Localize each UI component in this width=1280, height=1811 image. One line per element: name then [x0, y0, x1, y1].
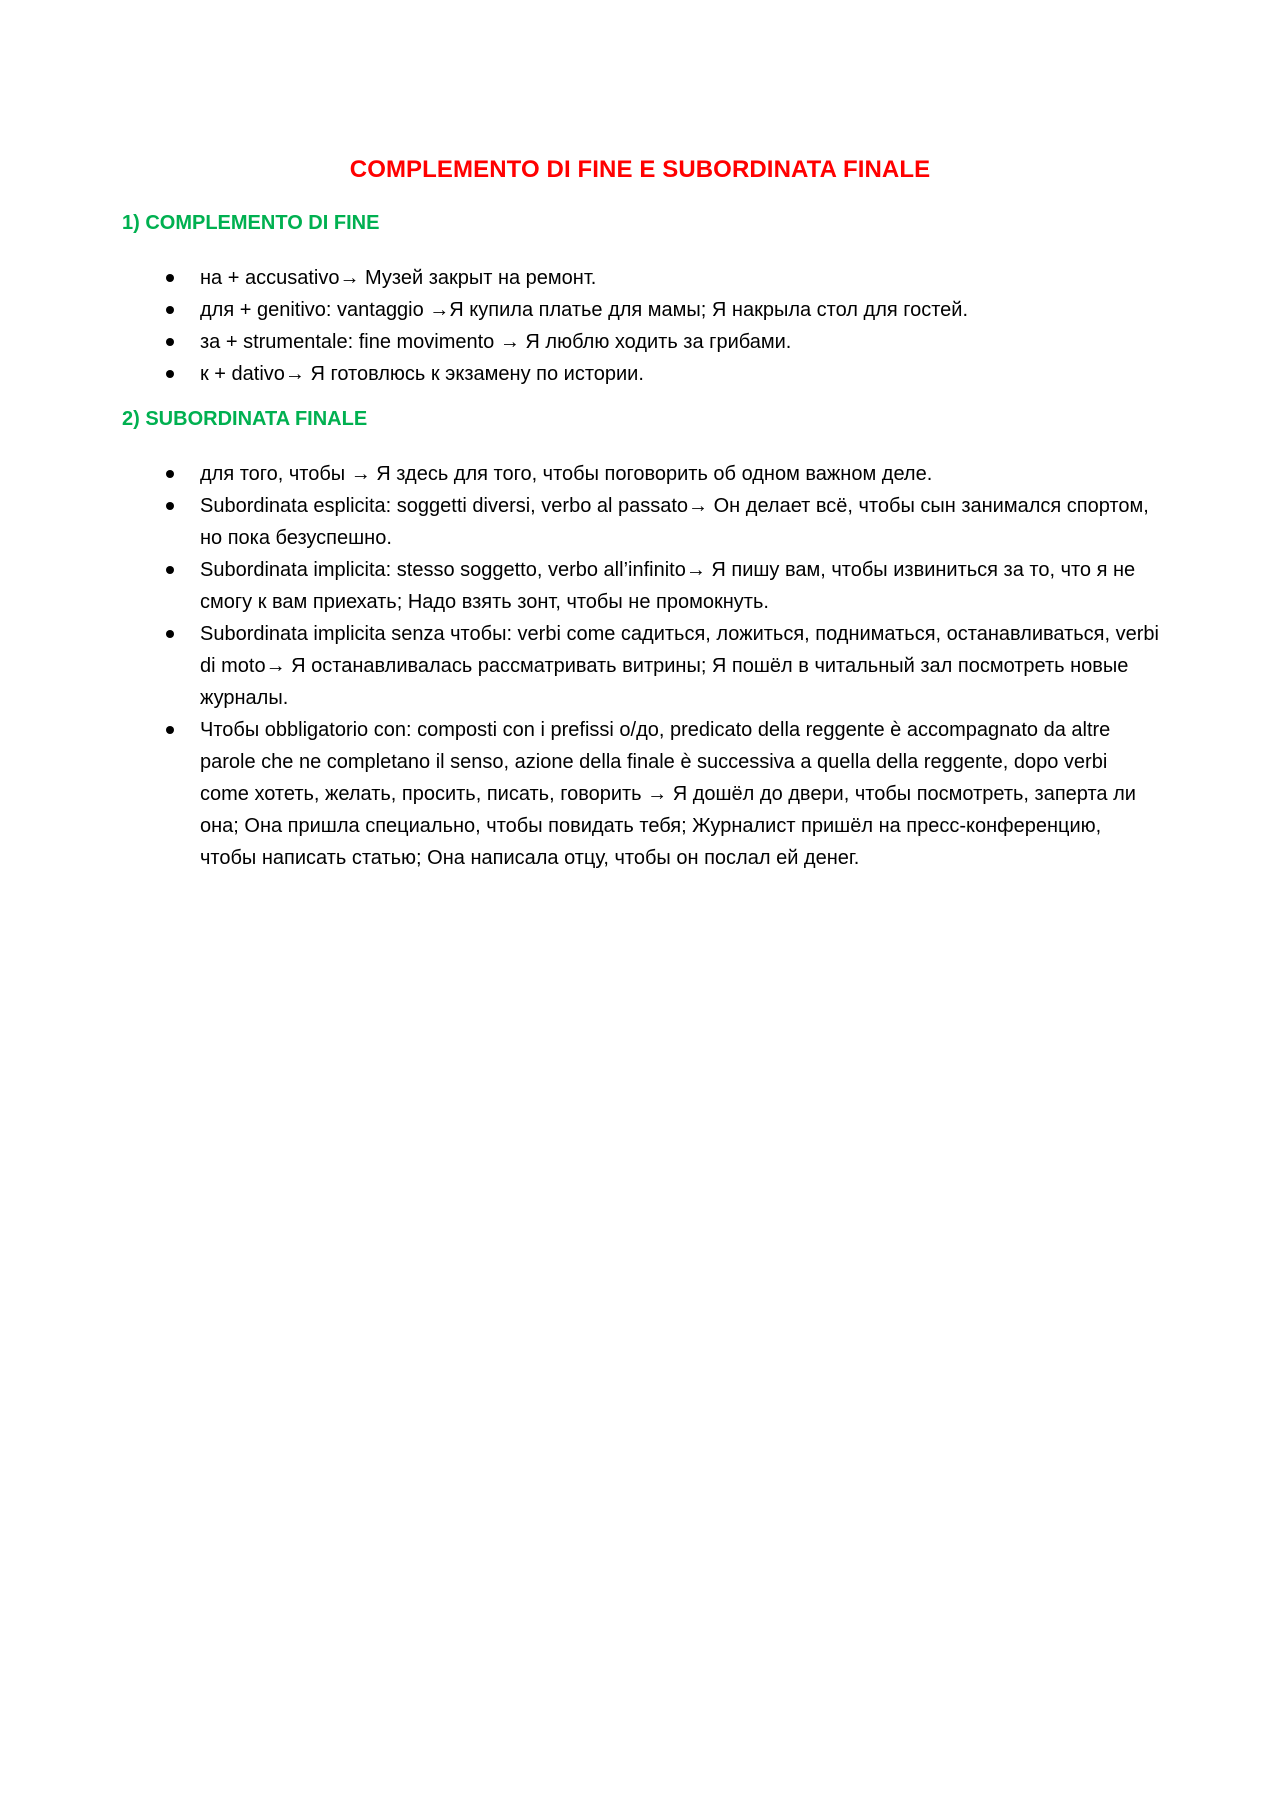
list-item	[0, 262, 1160, 294]
bullet-icon	[166, 502, 174, 510]
bullet-icon	[166, 274, 174, 282]
list-item-text: Subordinata esplicita: soggetti diversi, verbo al passato→ Он делает всё, чтобы сын занимался спортом, но пока безуспешно.	[200, 495, 1149, 549]
list-item-text: Чтобы obbligatorio con: composti con i prefissi о/до, predicato della reggente è accompagnato da altre parole che ne completano il senso, azione della finale è successiva a quella della reggente, dopo verbi come хотеть, желать, просить, писать, говорить → Я дошёл до двери, чтобы посмотреть, заперта ли она; Она пришла специально, чтобы повидать тебя; Журналист пришёл на пресс-конференцию, чтобы написать статью; Она написала отцу, чтобы он послал ей денег.	[200, 719, 1136, 869]
list-item	[0, 490, 1160, 554]
list-item	[0, 294, 1160, 326]
list-item	[0, 358, 1160, 390]
bullet-list-complemento	[0, 262, 1280, 390]
bullet-list-subordinata	[0, 458, 1280, 874]
list-item-text: для + genitivo: vantaggio →Я купила платье для мамы; Я накрыла стол для гостей.	[200, 299, 969, 321]
bullet-icon	[166, 370, 174, 378]
section-heading-subordinata: 2) SUBORDINATA FINALE	[122, 408, 368, 430]
list-item	[0, 458, 1160, 490]
list-item	[0, 326, 1160, 358]
bullet-icon	[166, 726, 174, 734]
list-item-text: на + accusativo→ Музей закрыт на ремонт.	[200, 267, 597, 289]
list-item-text: Subordinata implicita: stesso soggetto, verbo all’infinito→ Я пишу вам, чтобы извиниться за то, что я не смогу к вам приехать; Надо взять зонт, чтобы не промокнуть.	[200, 559, 1136, 613]
bullet-icon	[166, 566, 174, 574]
bullet-icon	[166, 338, 174, 346]
list-item	[0, 714, 1160, 874]
bullet-icon	[166, 306, 174, 314]
list-item-text: к + dativo→ Я готовлюсь к экзамену по истории.	[200, 363, 644, 385]
bullet-icon	[166, 630, 174, 638]
list-item-text: за + strumentale: fine movimento → Я люблю ходить за грибами.	[200, 331, 792, 353]
list-item-text: Subordinata implicita senza чтобы: verbi come садиться, ложиться, подниматься, останавливаться, verbi di moto→ Я останавливалась рассматривать витрины; Я пошёл в читальный зал посмотреть новые журналы.	[200, 623, 1159, 709]
list-item	[0, 554, 1160, 618]
section-heading-complemento: 1) COMPLEMENTO DI FINE	[122, 212, 380, 234]
document-title: COMPLEMENTO DI FINE E SUBORDINATA FINALE	[349, 156, 931, 183]
bullet-icon	[166, 470, 174, 478]
list-item-text: для того, чтобы → Я здесь для того, чтобы поговорить об одном важном деле.	[200, 463, 933, 485]
list-item	[0, 618, 1160, 714]
